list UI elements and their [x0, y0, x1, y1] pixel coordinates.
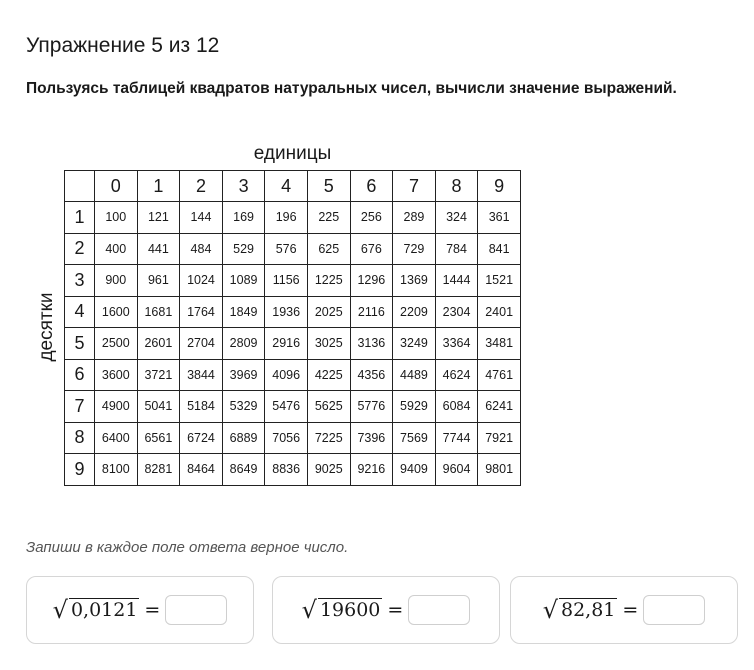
- answer-card-1: [26, 576, 254, 644]
- square-value-cell: 4356: [350, 359, 393, 391]
- row-header: 7: [65, 391, 95, 423]
- square-value-cell: 169: [222, 202, 265, 234]
- square-value-cell: 2601: [137, 328, 180, 360]
- square-value-cell: 5041: [137, 391, 180, 423]
- square-value-cell: 9801: [478, 454, 521, 486]
- row-header: 8: [65, 422, 95, 454]
- square-value-cell: 3364: [435, 328, 478, 360]
- square-value-cell: 7056: [265, 422, 308, 454]
- table-row: [65, 359, 521, 391]
- exercise-instruction: Пользуясь таблицей квадратов натуральных чисел, вычисли значение выражений.: [26, 80, 677, 97]
- square-value-cell: 2704: [180, 328, 223, 360]
- column-header: 5: [307, 171, 350, 202]
- answer-input-1[interactable]: [165, 595, 227, 625]
- square-value-cell: 5184: [180, 391, 223, 423]
- square-value-cell: 1089: [222, 265, 265, 297]
- column-header: 9: [478, 171, 521, 202]
- sqrt-expression: [543, 595, 706, 625]
- answer-input-3[interactable]: [643, 595, 705, 625]
- square-value-cell: 2025: [307, 296, 350, 328]
- square-value-cell: 4096: [265, 359, 308, 391]
- square-value-cell: 5776: [350, 391, 393, 423]
- square-value-cell: 400: [95, 233, 138, 265]
- square-value-cell: 784: [435, 233, 478, 265]
- square-value-cell: 196: [265, 202, 308, 234]
- square-value-cell: 225: [307, 202, 350, 234]
- square-value-cell: 3249: [393, 328, 436, 360]
- radicand: 82,81: [560, 599, 616, 622]
- units-axis-label: единицы: [253, 143, 332, 164]
- square-value-cell: 2401: [478, 296, 521, 328]
- tens-axis-label: десятки: [36, 292, 57, 362]
- square-value-cell: 5329: [222, 391, 265, 423]
- square-value-cell: 6889: [222, 422, 265, 454]
- square-value-cell: 9216: [350, 454, 393, 486]
- square-value-cell: 1156: [265, 265, 308, 297]
- square-value-cell: 4900: [95, 391, 138, 423]
- answer-input-2[interactable]: [408, 595, 470, 625]
- equals-sign: =: [387, 599, 404, 621]
- square-value-cell: 2809: [222, 328, 265, 360]
- row-header: 6: [65, 359, 95, 391]
- column-header: 0: [95, 171, 138, 202]
- square-value-cell: 841: [478, 233, 521, 265]
- square-value-cell: 1764: [180, 296, 223, 328]
- square-value-cell: 9604: [435, 454, 478, 486]
- row-header: 2: [65, 233, 95, 265]
- row-header: 5: [65, 328, 95, 360]
- square-value-cell: 2209: [393, 296, 436, 328]
- square-value-cell: 324: [435, 202, 478, 234]
- square-value-cell: 9409: [393, 454, 436, 486]
- square-value-cell: 4624: [435, 359, 478, 391]
- square-value-cell: 7569: [393, 422, 436, 454]
- square-value-cell: 3136: [350, 328, 393, 360]
- radical-sign: √: [301, 596, 317, 624]
- square-value-cell: 2500: [95, 328, 138, 360]
- square-value-cell: 2916: [265, 328, 308, 360]
- square-value-cell: 1521: [478, 265, 521, 297]
- equals-sign: =: [144, 599, 161, 621]
- square-value-cell: 8464: [180, 454, 223, 486]
- square-value-cell: 625: [307, 233, 350, 265]
- square-value-cell: 1369: [393, 265, 436, 297]
- square-value-cell: 1600: [95, 296, 138, 328]
- square-value-cell: 576: [265, 233, 308, 265]
- column-header: 6: [350, 171, 393, 202]
- table-row: [65, 296, 521, 328]
- table-row: [65, 328, 521, 360]
- square-value-cell: 4761: [478, 359, 521, 391]
- square-value-cell: 3025: [307, 328, 350, 360]
- square-value-cell: 289: [393, 202, 436, 234]
- column-header: 3: [222, 171, 265, 202]
- square-value-cell: 3844: [180, 359, 223, 391]
- square-value-cell: 729: [393, 233, 436, 265]
- square-value-cell: 3481: [478, 328, 521, 360]
- table-corner-cell: [65, 171, 95, 202]
- square-value-cell: 5929: [393, 391, 436, 423]
- radicand: 0,0121: [70, 599, 138, 622]
- table-body: [65, 202, 521, 486]
- table-row: [65, 454, 521, 486]
- square-value-cell: 8281: [137, 454, 180, 486]
- square-value-cell: 6400: [95, 422, 138, 454]
- square-value-cell: 1225: [307, 265, 350, 297]
- row-header: 3: [65, 265, 95, 297]
- square-value-cell: 4489: [393, 359, 436, 391]
- square-value-cell: 7744: [435, 422, 478, 454]
- column-header: 7: [393, 171, 436, 202]
- square-value-cell: 7396: [350, 422, 393, 454]
- answer-card-2: [272, 576, 500, 644]
- square-value-cell: 3600: [95, 359, 138, 391]
- table-header-row: [65, 171, 521, 202]
- table-row: [65, 233, 521, 265]
- table-row: [65, 422, 521, 454]
- square-value-cell: 1296: [350, 265, 393, 297]
- square-value-cell: 9025: [307, 454, 350, 486]
- square-value-cell: 6724: [180, 422, 223, 454]
- table-row: [65, 202, 521, 234]
- row-header: 1: [65, 202, 95, 234]
- square-value-cell: 6241: [478, 391, 521, 423]
- table-row: [65, 265, 521, 297]
- column-header: 1: [137, 171, 180, 202]
- square-value-cell: 1681: [137, 296, 180, 328]
- square-value-cell: 5625: [307, 391, 350, 423]
- exercise-title: Упражнение 5 из 12: [26, 34, 220, 57]
- square-value-cell: 6084: [435, 391, 478, 423]
- radicand: 19600: [319, 599, 381, 622]
- square-value-cell: 361: [478, 202, 521, 234]
- square-value-cell: 676: [350, 233, 393, 265]
- square-value-cell: 3969: [222, 359, 265, 391]
- square-value-cell: 2116: [350, 296, 393, 328]
- equals-sign: =: [622, 599, 639, 621]
- square-value-cell: 5476: [265, 391, 308, 423]
- square-value-cell: 961: [137, 265, 180, 297]
- radical-sign: √: [52, 596, 68, 624]
- square-value-cell: 256: [350, 202, 393, 234]
- square-value-cell: 8836: [265, 454, 308, 486]
- square-value-cell: 8100: [95, 454, 138, 486]
- square-value-cell: 900: [95, 265, 138, 297]
- square-value-cell: 121: [137, 202, 180, 234]
- square-value-cell: 7225: [307, 422, 350, 454]
- square-value-cell: 6561: [137, 422, 180, 454]
- square-value-cell: 484: [180, 233, 223, 265]
- square-value-cell: 100: [95, 202, 138, 234]
- sqrt-expression: [302, 595, 471, 625]
- square-value-cell: 7921: [478, 422, 521, 454]
- square-value-cell: 1024: [180, 265, 223, 297]
- square-value-cell: 4225: [307, 359, 350, 391]
- radical-sign: √: [542, 596, 558, 624]
- answer-hint: Запиши в каждое поле ответа верное число.: [26, 539, 349, 556]
- squares-table: [64, 170, 521, 486]
- square-value-cell: 8649: [222, 454, 265, 486]
- table-row: [65, 391, 521, 423]
- row-header: 9: [65, 454, 95, 486]
- square-value-cell: 529: [222, 233, 265, 265]
- column-header: 8: [435, 171, 478, 202]
- row-header: 4: [65, 296, 95, 328]
- square-value-cell: 3721: [137, 359, 180, 391]
- sqrt-expression: [53, 595, 228, 625]
- square-value-cell: 1936: [265, 296, 308, 328]
- square-value-cell: 1849: [222, 296, 265, 328]
- column-header: 2: [180, 171, 223, 202]
- answer-card-3: [510, 576, 738, 644]
- square-value-cell: 144: [180, 202, 223, 234]
- square-value-cell: 441: [137, 233, 180, 265]
- square-value-cell: 2304: [435, 296, 478, 328]
- square-value-cell: 1444: [435, 265, 478, 297]
- column-header: 4: [265, 171, 308, 202]
